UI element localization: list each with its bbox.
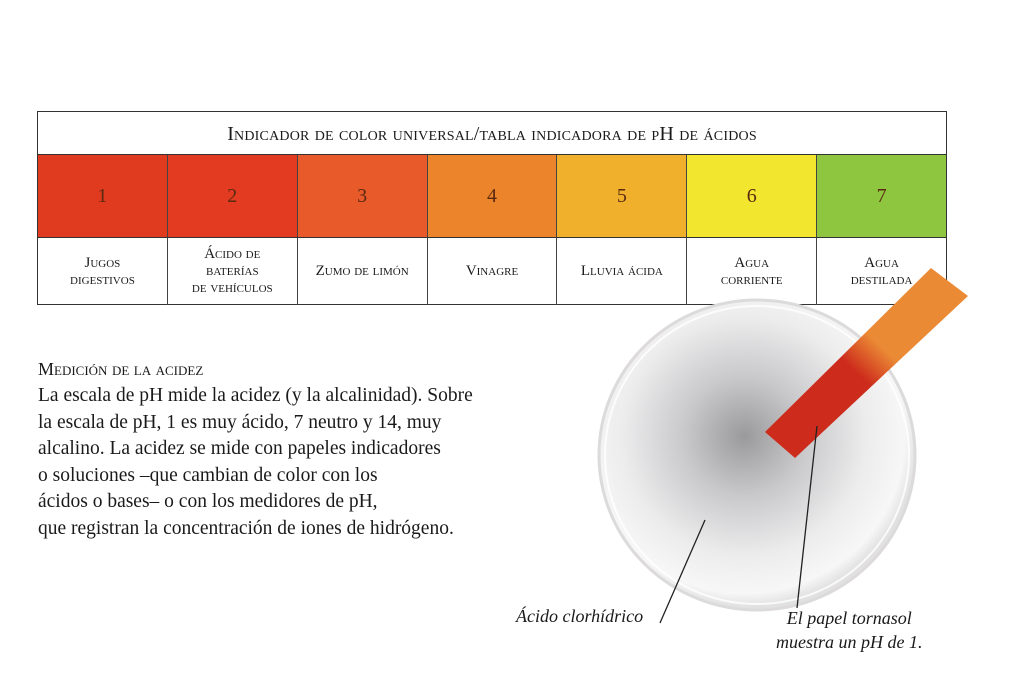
body-line: que registran la concentración de iones de hidrógeno. <box>38 517 454 539</box>
substance-label: Ácido de baterías de vehículos <box>168 238 298 305</box>
ph-value: 5 <box>616 184 627 207</box>
ph-value: 2 <box>227 184 238 207</box>
ph-value: 1 <box>97 184 108 207</box>
ph-value: 3 <box>357 184 368 207</box>
litmus-caption: El papel tornasol muestra un pH de 1. <box>776 608 923 652</box>
substance-label: Lluvia ácida <box>557 238 687 305</box>
substance-label: Zumo de limón <box>298 238 428 305</box>
substance-label: Vinagre <box>428 238 558 305</box>
substance-label: Agua destilada <box>850 254 913 288</box>
body-line: alcalino. La acidez se mide con papeles indicadores <box>38 438 441 460</box>
body-line: la escala de pH, 1 es muy ácido, 7 neutro y 14, muy <box>38 411 442 433</box>
table-title: Indicador de color universal/tabla indicadora de pH de ácidos <box>38 112 946 155</box>
body-line: ácidos o bases– o con los medidores de pH, <box>38 491 378 513</box>
ph-value: 7 <box>876 184 887 207</box>
substance-label: Agua corriente <box>687 238 817 305</box>
ph-value: 6 <box>746 184 757 207</box>
body-line: o soluciones –que cambian de color con los <box>38 464 378 486</box>
ph-value: 4 <box>487 184 497 207</box>
body-line: La escala de pH mide la acidez (y la alcalinidad). Sobre <box>38 385 473 406</box>
acid-caption: Ácido clorhídrico <box>516 606 644 626</box>
section-heading: Medición de la acidez <box>38 359 204 379</box>
substance-label: Jugos digestivos <box>38 238 168 305</box>
